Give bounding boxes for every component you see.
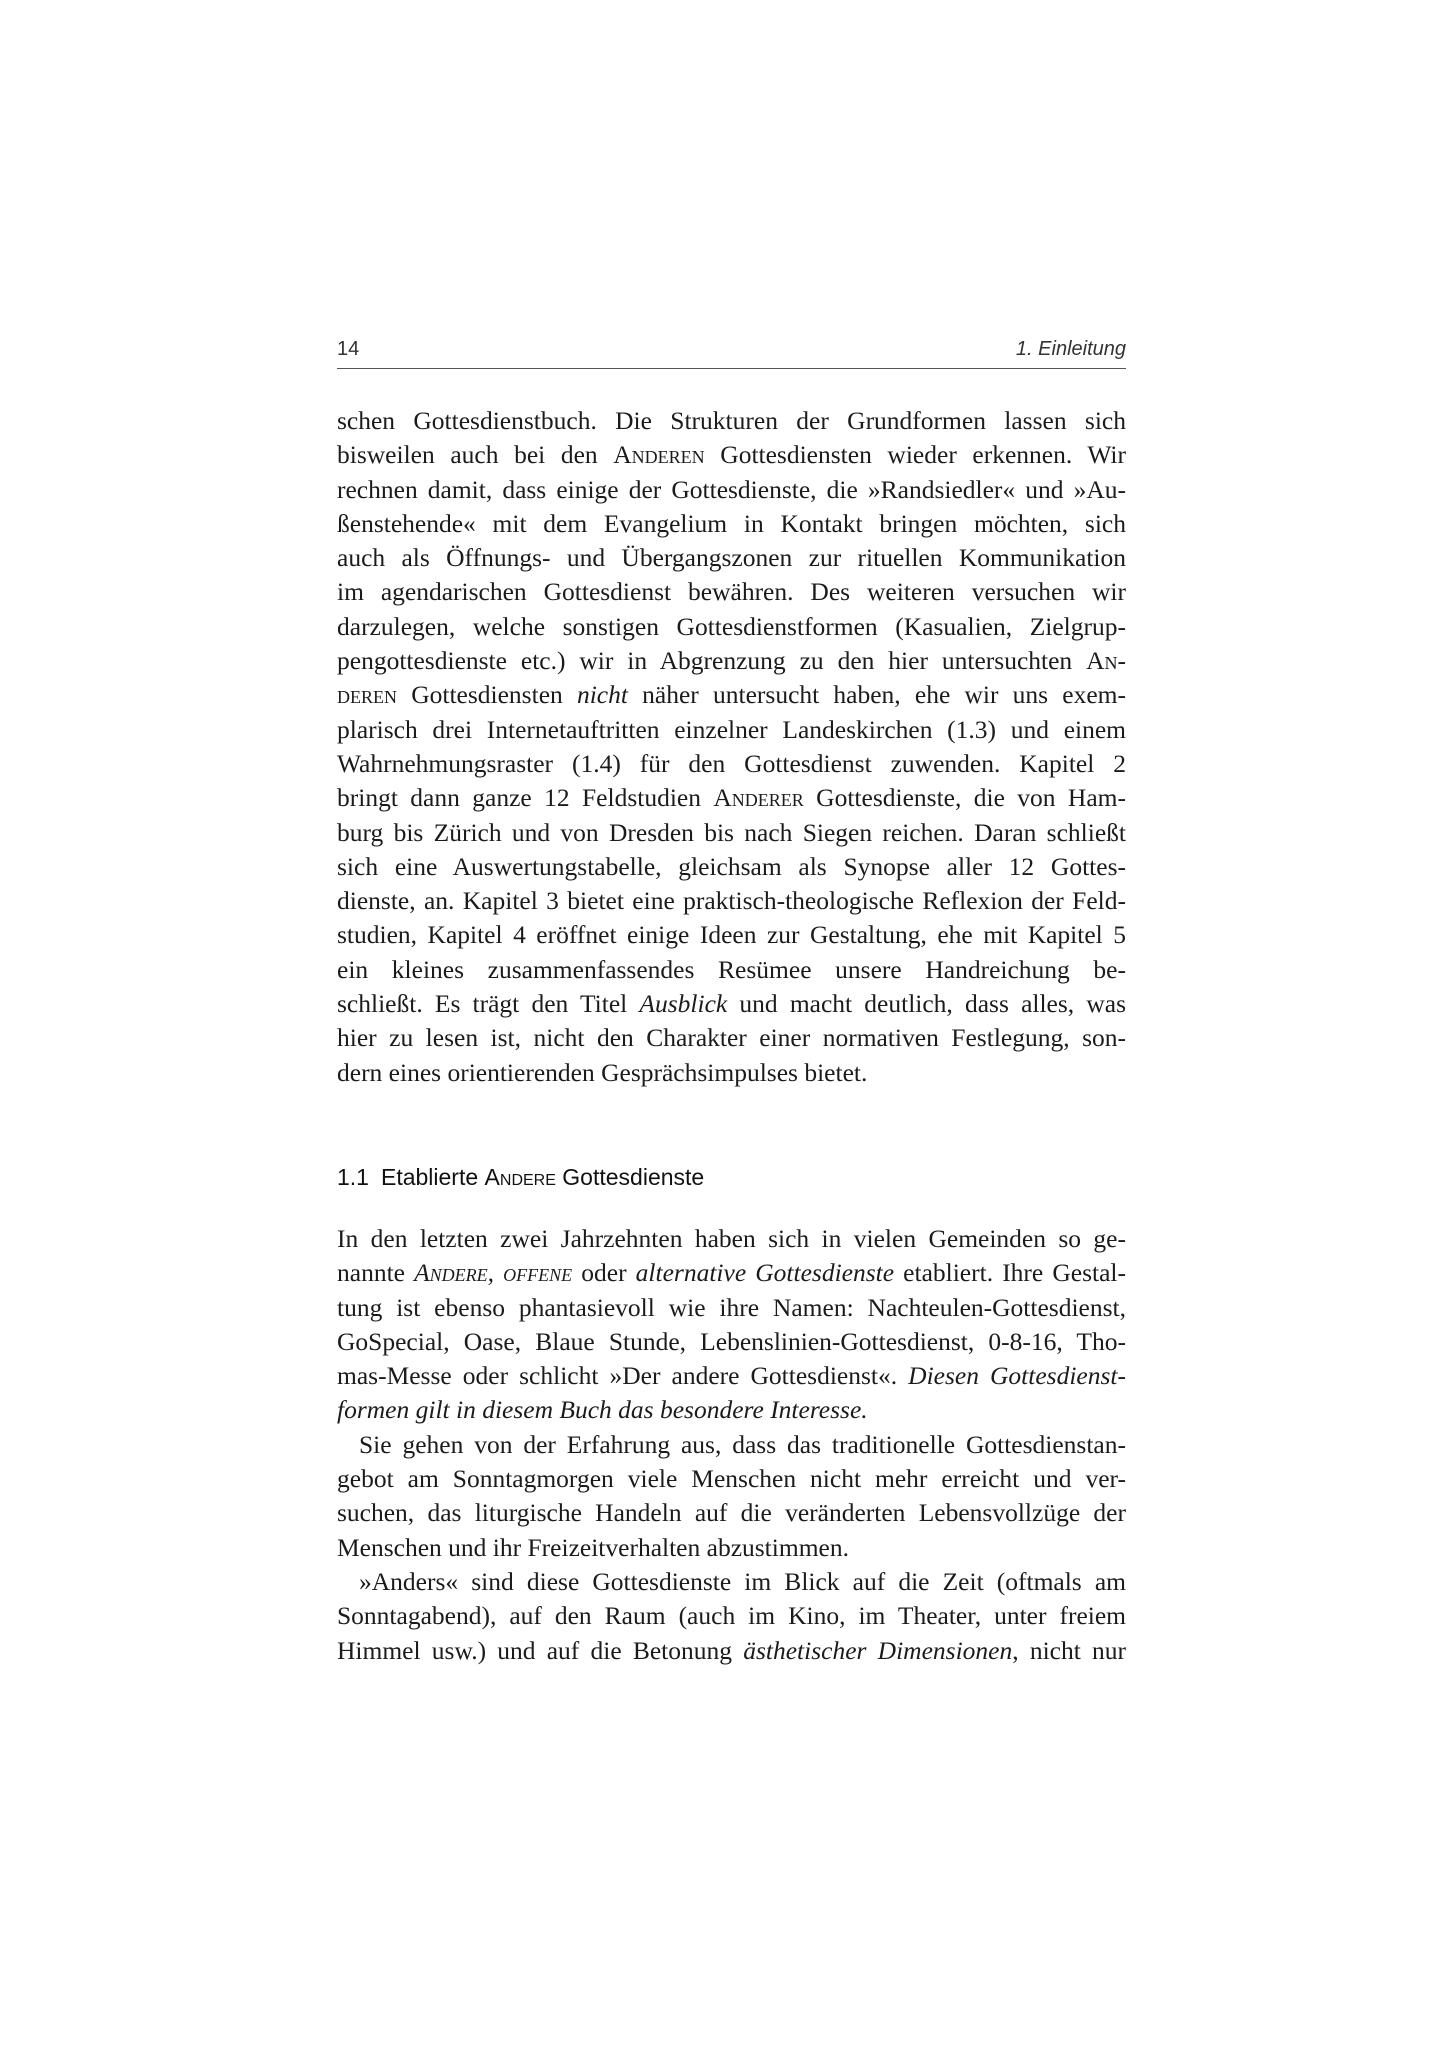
text-line: Menschen und ihr Freizeitverhalten abzustimmen. [337, 1532, 849, 1562]
text-line: mas-Messe oder schlicht »Der andere Gottesdienst«. Diesen Gottesdienst- [337, 1361, 1126, 1391]
text-line: schließt. Es trägt den Titel Ausblick und macht deutlich, dass alles, was [337, 989, 1127, 1019]
text-line: deren Gottesdiensten nicht näher untersucht haben, ehe wir uns exem- [337, 680, 1127, 710]
text-line: Sonntagabend), auf den Raum (auch im Kino, im Theater, unter freiem [337, 1601, 1126, 1631]
text-line: formen gilt in diesem Buch das besondere Interesse. [337, 1395, 868, 1425]
text-line: tung ist ebenso phantasievoll wie ihre Namen: Nachteulen-Gottesdienst, [337, 1292, 1126, 1322]
section-heading: 1.1 Etablierte Andere Gottesdienste [337, 1164, 705, 1190]
text-line: suchen, das liturgische Handeln auf die veränderten Lebensvollzüge der [337, 1498, 1126, 1528]
text-line: nannte Andere, offene oder alternative Gottesdienste etabliert. Ihre Gestal- [337, 1258, 1126, 1288]
text-line: burg bis Zürich und von Dresden bis nach Siegen reichen. Daran schließt [337, 817, 1126, 847]
text-line: Sie gehen von der Erfahrung aus, dass das traditionelle Gottesdienstan- [359, 1429, 1126, 1459]
text-line: auch als Öffnungs- und Übergangszonen zur rituellen Kommunikation [337, 543, 1126, 573]
section-body [337, 1222, 1126, 1668]
text-line: im agendarischen Gottesdienst bewähren. Des weiteren versuchen wir [337, 577, 1126, 607]
text-line: darzulegen, welche sonstigen Gottesdienstformen (Kasualien, Zielgrup- [337, 611, 1126, 641]
text-line: bisweilen auch bei den Anderen Gottesdiensten wieder erkennen. Wir [337, 440, 1126, 470]
text-line: ßenstehende« mit dem Evangelium in Kontakt bringen möchten, sich [337, 508, 1126, 538]
text-line: plarisch drei Internetauftritten einzelner Landeskirchen (1.3) und einem [337, 714, 1126, 744]
text-line: hier zu lesen ist, nicht den Charakter einer normativen Festlegung, son- [337, 1023, 1126, 1053]
text-line: dienste, an. Kapitel 3 bietet eine praktisch-theologische Reflexion der Feld- [337, 886, 1126, 916]
text-line: Himmel usw.) und auf die Betonung ästhetischer Dimensionen, nicht nur [337, 1635, 1126, 1665]
text-line: ein kleines zusammenfassendes Resümee unsere Handreichung be- [337, 954, 1126, 984]
text-line: Wahrnehmungsraster (1.4) für den Gottesdienst zuwenden. Kapitel 2 [337, 748, 1126, 778]
page-number: 14 [337, 338, 360, 360]
text-line: GoSpecial, Oase, Blaue Stunde, Lebenslinien-Gottesdienst, 0-8-16, Tho- [337, 1326, 1126, 1356]
running-header [337, 336, 1126, 369]
text-line: studien, Kapitel 4 eröffnet einige Ideen zur Gestaltung, ehe mit Kapitel 5 [337, 920, 1126, 950]
text-line: dern eines orientierenden Gesprächsimpulses bietet. [337, 1057, 868, 1087]
text-line: rechnen damit, dass einige der Gottesdienste, die »Randsiedler« und »Au- [337, 474, 1126, 504]
chapter-title: 1. Einleitung [1015, 338, 1126, 360]
paragraph-intro [337, 404, 1126, 1090]
text-line: In den letzten zwei Jahrzehnten haben sich in vielen Gemeinden so ge- [337, 1224, 1126, 1253]
text-line: schen Gottesdienstbuch. Die Strukturen der Grundformen lassen sich [337, 406, 1126, 435]
text-line: bringt dann ganze 12 Feldstudien Anderer Gottesdienste, die von Ham- [337, 783, 1126, 813]
text-line: sich eine Auswertungstabelle, gleichsam als Synopse aller 12 Gottes- [337, 851, 1126, 881]
text-line: »Anders« sind diese Gottesdienste im Blick auf die Zeit (oftmals am [359, 1566, 1126, 1596]
section-number: 1.1 [337, 1164, 369, 1190]
text-line: pengottesdienste etc.) wir in Abgrenzung zu den hier untersuchten An- [337, 646, 1126, 676]
text-line: gebot am Sonntagmorgen viele Menschen nicht mehr erreicht und ver- [337, 1464, 1126, 1494]
